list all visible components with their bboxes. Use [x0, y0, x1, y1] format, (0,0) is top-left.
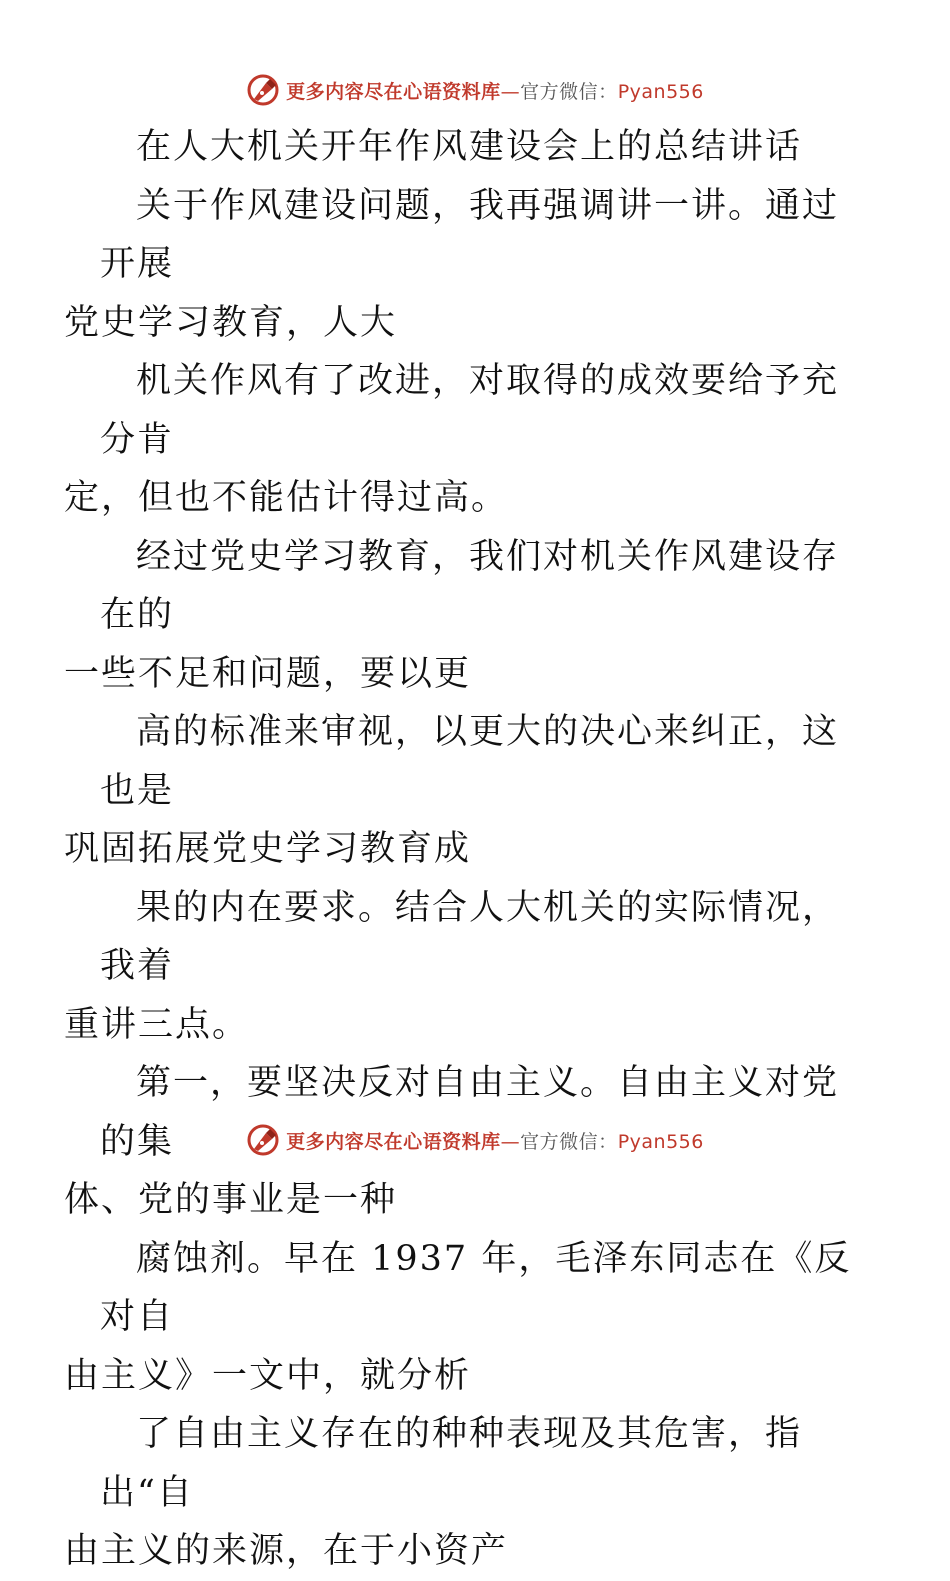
text-line: 果的内在要求。结合人大机关的实际情况，我着: [100, 887, 840, 986]
text-line: 由主义的来源，在于小资产: [64, 1531, 509, 1571]
paragraph: [64, 177, 852, 353]
text-line: 由主义》一文中，就分析: [64, 1355, 472, 1396]
banner-main-text: 更多内容尽在心语资料库: [286, 80, 501, 103]
header-banner: [0, 70, 950, 110]
text-line: 在人大机关开年作风建设会上的总结讲话: [136, 127, 803, 167]
document-title: [100, 118, 852, 177]
paragraph: [64, 879, 852, 1055]
text-line: 定，但也不能估计得过高。: [64, 478, 509, 518]
text-line: 党史学习教育，人大: [64, 302, 398, 343]
pen-nib-logo-icon: [246, 1123, 280, 1157]
paragraph: [64, 1230, 852, 1406]
footer-banner: [0, 1120, 950, 1160]
text-line: 重讲三点。: [64, 1004, 250, 1045]
text-line: 经过党史学习教育，我们对机关作风建设存在的: [100, 536, 840, 635]
text-line: 巩固拓展党史学习教育成: [64, 829, 472, 869]
text-line: 高的标准来审视，以更大的决心来纠正，这也是: [100, 712, 840, 811]
banner-wechat-id: Pyan556: [617, 80, 704, 103]
banner-official-label: 官方微信：: [520, 80, 618, 103]
paragraph: [64, 352, 852, 528]
paragraph: [64, 703, 852, 879]
text-line: 第一，要坚决反对自由主义。自由主义对党的集: [100, 1063, 840, 1162]
text-line: 关于作风建设问题，我再强调讲一讲。通过开展: [100, 185, 840, 284]
text-line: 机关作风有了改进，对取得的成效要给予充分肯: [100, 361, 840, 460]
paragraph: [64, 1405, 852, 1581]
paragraph: [64, 528, 852, 704]
text-line: 腐蚀剂。早在 1937 年，毛泽东同志在《反对自: [100, 1238, 852, 1337]
text-line: 一些不足和问题，要以更: [64, 653, 472, 694]
banner-dash: —: [500, 1130, 521, 1153]
text-line: 了自由主义存在的种种表现及其危害，指出“自: [100, 1414, 803, 1513]
banner-dash: —: [500, 80, 521, 103]
pen-nib-logo-icon: [246, 73, 280, 107]
document-body: [64, 118, 852, 1581]
text-line: 体、党的事业是一种: [64, 1180, 398, 1220]
banner-main-text: 更多内容尽在心语资料库: [286, 1130, 501, 1153]
banner-official-label: 官方微信：: [520, 1130, 618, 1153]
banner-wechat-id: Pyan556: [617, 1130, 704, 1153]
